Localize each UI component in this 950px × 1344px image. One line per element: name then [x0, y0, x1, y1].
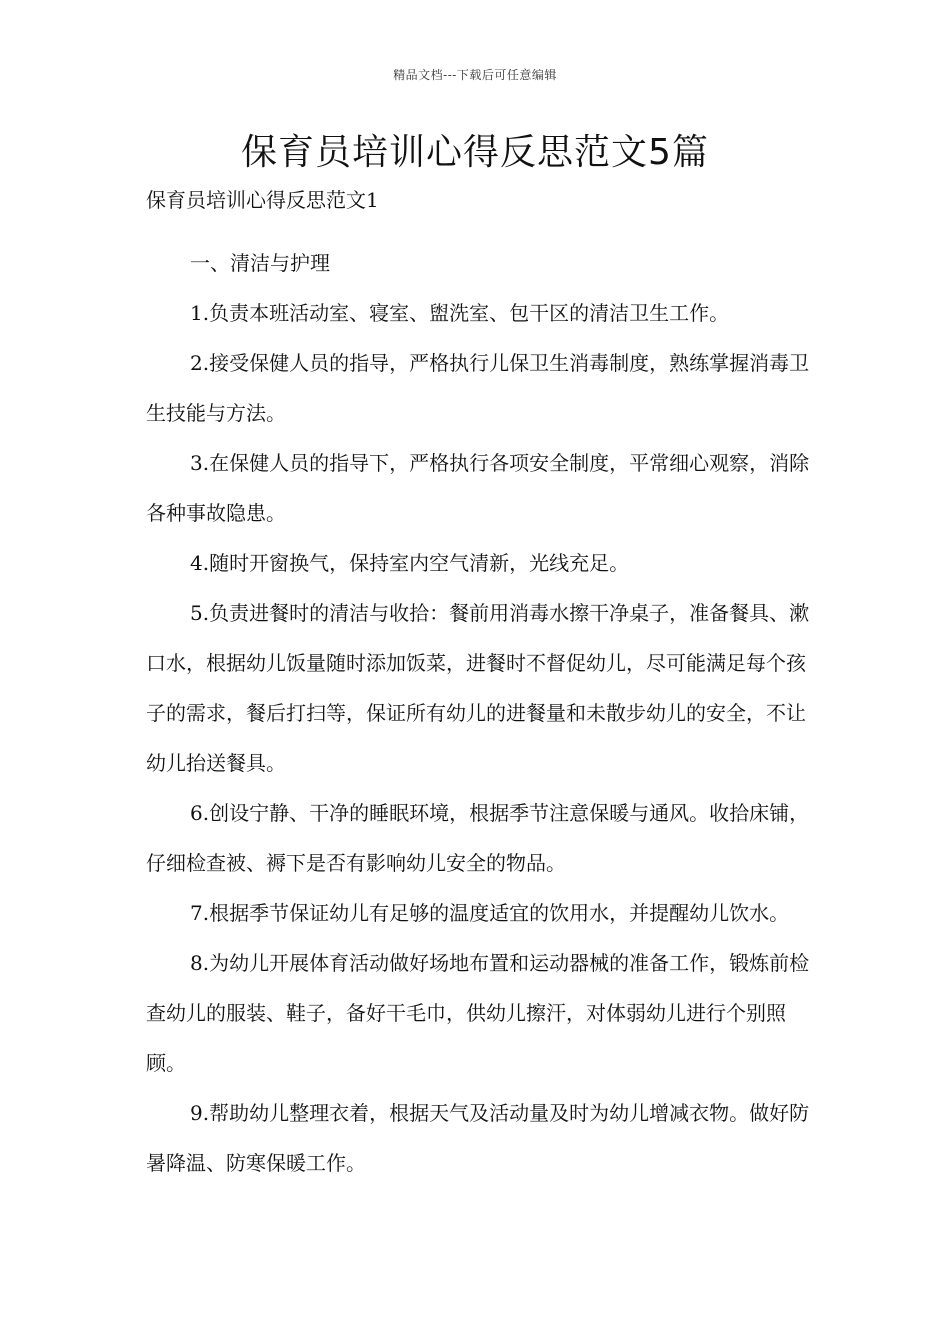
- list-item: 8.为幼儿开展体育活动做好场地布置和运动器械的准备工作，锻炼前检查幼儿的服装、鞋子，备好干毛巾，供幼儿擦汗，对体弱幼儿进行个别照顾。: [146, 951, 810, 1075]
- list-item: 5.负责进餐时的清洁与收拾：餐前用消毒水擦干净桌子，准备餐具、漱口水，根据幼儿饭量随时添加饭菜，进餐时不督促幼儿，尽可能满足每个孩子的需求，餐后打扫等，保证所有幼儿的进餐量和未散步幼儿的安全，不让幼儿抬送餐具。: [146, 601, 810, 775]
- list-item: 7.根据季节保证幼儿有足够的温度适宜的饮用水，并提醒幼儿饮水。: [190, 901, 790, 925]
- list-item: 4.随时开窗换气，保持室内空气清新，光线充足。: [190, 551, 630, 575]
- list-item: 9.帮助幼儿整理衣着，根据天气及活动量及时为幼儿增减衣物。做好防暑降温、防寒保暖工作。: [146, 1101, 810, 1175]
- list-item: 2.接受保健人员的指导，严格执行儿保卫生消毒制度，熟练掌握消毒卫生技能与方法。: [146, 351, 810, 425]
- document-body: [146, 184, 814, 1188]
- document-title: 保育员培训心得反思范文5篇: [241, 132, 709, 173]
- section-heading: 一、清洁与护理: [190, 251, 330, 275]
- list-item: 1.负责本班活动室、寝室、盥洗室、包干区的清洁卫生工作。: [190, 301, 730, 325]
- list-item: 3.在保健人员的指导下，严格执行各项安全制度，平常细心观察，消除各种事故隐患。: [146, 451, 810, 525]
- article-subtitle: 保育员培训心得反思范文1: [146, 188, 379, 212]
- list-item: 6.创设宁静、干净的睡眠环境，根据季节注意保暖与通风。收拾床铺，仔细检查被、褥下是否有影响幼儿安全的物品。: [146, 801, 810, 875]
- page-header: 精品文档---下载后可任意编辑: [393, 68, 557, 82]
